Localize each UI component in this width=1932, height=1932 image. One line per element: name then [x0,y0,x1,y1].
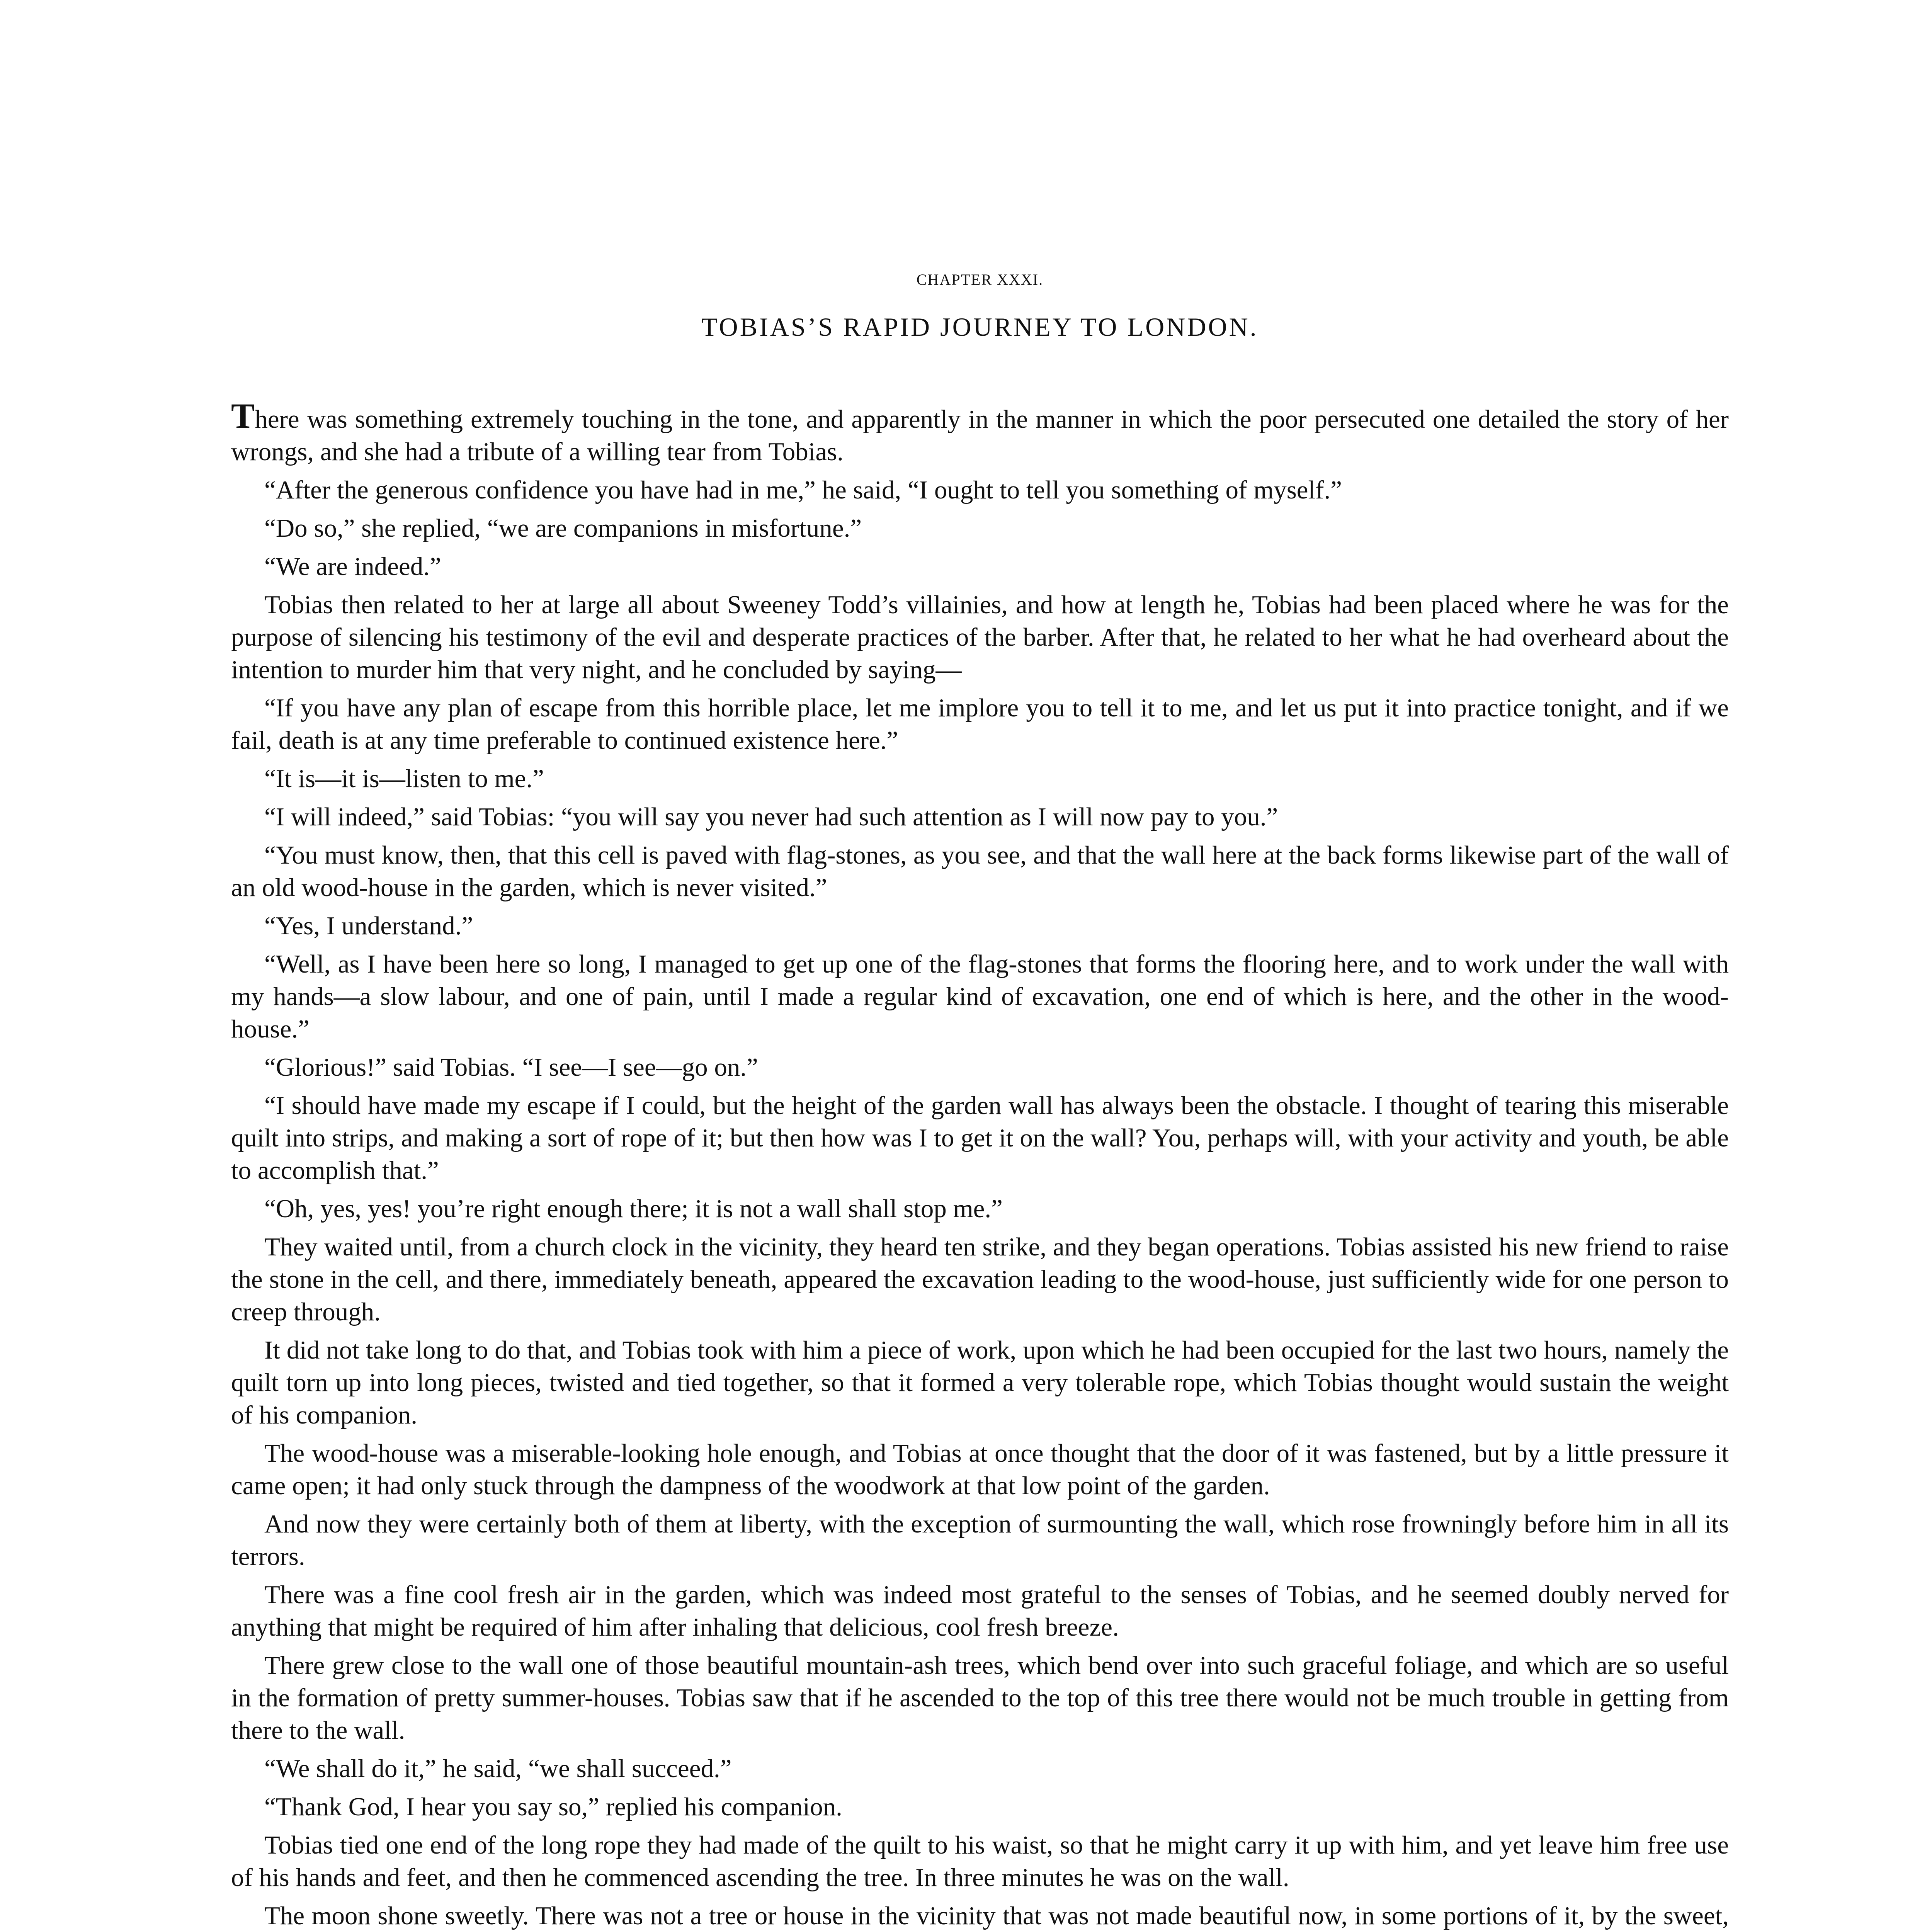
paragraph: “Yes, I understand.” [264,912,473,940]
paragraph: Tobias tied one end of the long rope they had made of the quilt to his waist, so that he might carry it up with him, and yet leave him free use of his hands and feet, and then he commenced ascending the tree. In three minutes he was on the wall. [231,1831,1729,1892]
paragraph: There grew close to the wall one of those beautiful mountain-ash trees, which bend over into such graceful foliage, and which are so useful in the formation of pretty summer-houses. Tobias saw that if he ascended to the top of this tree there would not be much trouble in getting from there to the wall. [231,1651,1729,1745]
paragraph: “Glorious!” said Tobias. “I see—I see—go on.” [264,1053,758,1082]
paragraph: They waited until, from a church clock in the vicinity, they heard ten strike, and they began operations. Tobias assisted his new friend to raise the stone in the cell, and there, immediately beneath, appeared the excavation leading to the wood-house, just sufficiently wide for one person to creep through. [231,1233,1729,1326]
paragraph: “Oh, yes, yes! you’re right enough there; it is not a wall shall stop me.” [264,1194,1003,1223]
paragraph: There was a fine cool fresh air in the garden, which was indeed most grateful to the senses of Tobias, and he seemed doubly nerved for anything that might be required of him after inhaling that delicious, cool fresh breeze. [231,1580,1729,1641]
chapter-number: CHAPTER XXXI. [916,271,1044,288]
paragraph: “I should have made my escape if I could, but the height of the garden wall has always been the obstacle. I thought of tearing this miserable quilt into strips, and making a sort of rope of it; but then how was I to get it on the wall? You, perhaps will, with your activity and youth, be able to accomplish that.” [231,1091,1729,1185]
paragraph: “It is—it is—listen to me.” [264,764,544,793]
chapter-body [231,396,1729,1932]
paragraph-text: here was something extremely touching in the tone, and apparently in the manner in which the poor persecuted one detailed the story of her wrongs, and she had a tribute of a willing tear from Tobias. [231,405,1729,466]
paragraph: The moon shone sweetly. There was not a tree or house in the vicinity that was not made beautiful now, in some portions of it, by the sweet, [264,1901,1729,1930]
page-content [231,270,1729,1932]
paragraph: Tobias then related to her at large all about Sweeney Todd’s villainies, and how at length he, Tobias had been placed where he was for the purpose of silencing his testimony of the evil and desperate practices of the barber. After that, he related to her what he had overheard about the intention to murder him that very night, and he concluded by saying— [231,590,1729,684]
paragraph [231,396,1729,468]
paragraph: “We are indeed.” [264,552,441,581]
paragraph: “You must know, then, that this cell is paved with flag-stones, as you see, and that the wall here at the back forms likewise part of the wall of an old wood-house in the garden, which is never visited.” [231,841,1729,902]
paragraph: “We shall do it,” he said, “we shall succeed.” [264,1754,732,1783]
paragraph: “After the generous confidence you have had in me,” he said, “I ought to tell you something of myself.” [264,476,1342,504]
chapter-title: TOBIAS’S RAPID JOURNEY TO LONDON. [701,312,1259,342]
paragraph: “I will indeed,” said Tobias: “you will say you never had such attention as I will now pay to you.” [264,803,1278,831]
drop-cap: T [231,396,255,435]
paragraph: The wood-house was a miserable-looking hole enough, and Tobias at once thought that the door of it was fastened, but by a little pressure it came open; it had only stuck through the dampness of the woodwork at that low point of the garden. [231,1439,1729,1500]
paragraph: “Thank God, I hear you say so,” replied his companion. [264,1793,842,1821]
paragraph: “Well, as I have been here so long, I managed to get up one of the flag-stones that forms the flooring here, and to work under the wall with my hands—a slow labour, and one of pain, until I made a regular kind of excavation, one end of which is here, and the other in the wood-house.” [231,950,1729,1043]
paragraph: “Do so,” she replied, “we are companions in misfortune.” [264,514,862,543]
paragraph: It did not take long to do that, and Tobias took with him a piece of work, upon which he had been occupied for the last two hours, namely the quilt torn up into long pieces, twisted and tied together, so that it formed a very tolerable rope, which Tobias thought would sustain the weight of his companion. [231,1336,1729,1429]
paragraph: And now they were certainly both of them at liberty, with the exception of surmounting the wall, which rose frowningly before him in all its terrors. [231,1510,1729,1571]
paragraph: “If you have any plan of escape from this horrible place, let me implore you to tell it to me, and let us put it into practice tonight, and if we fail, death is at any time preferable to continued existence here.” [231,694,1729,755]
